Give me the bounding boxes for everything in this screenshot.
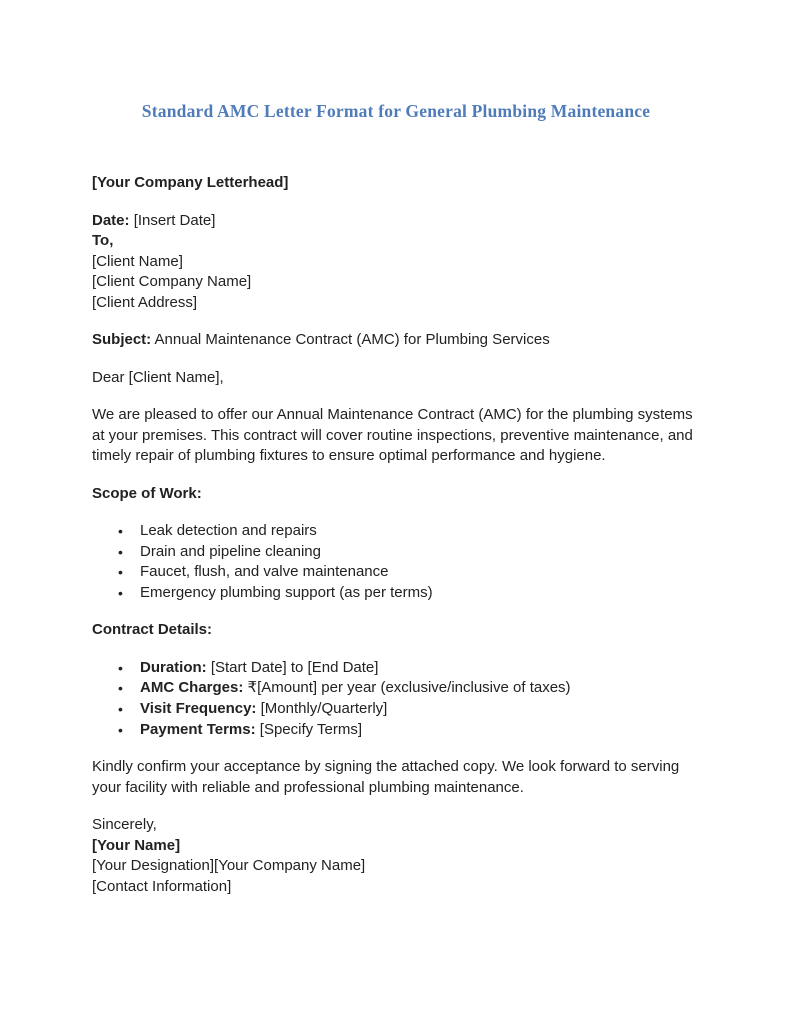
- client-name-line: [Client Name]: [92, 252, 183, 270]
- salutation: Dear [Client Name],: [92, 368, 224, 386]
- recipient-block: [92, 211, 700, 314]
- subject-label: Subject:: [92, 331, 152, 348]
- list-item: [118, 658, 700, 679]
- list-item: • Faucet, flush, and valve maintenance: [118, 562, 700, 583]
- contract-item-value: [Specify Terms]: [259, 720, 363, 738]
- client-address-line: [Client Address]: [92, 293, 198, 311]
- subject-line: [92, 330, 700, 351]
- contract-details-list: [92, 658, 700, 740]
- scope-of-work-list: [92, 521, 700, 603]
- intro-paragraph: We are pleased to offer our Annual Maintenance Contract (AMC) for the plumbing systems at your premises. This contract will cover routine inspections, preventive maintenance, and timely repair of plumbing fixtures to ensure optimal performance and hygiene.: [92, 406, 693, 464]
- client-company-line: [Client Company Name]: [92, 273, 252, 290]
- subject-value: Annual Maintenance Contract (AMC) for Plumbing Services: [154, 331, 550, 348]
- contract-item-value: [Start Date] to [End Date]: [210, 658, 379, 676]
- signature-name: [Your Name]: [92, 836, 181, 854]
- contract-item-value: [Monthly/Quarterly]: [260, 700, 388, 718]
- list-item: [118, 678, 700, 699]
- contract-item-label: Payment Terms:: [140, 720, 256, 738]
- list-item: [118, 720, 700, 741]
- date-line: [92, 211, 700, 232]
- signature-block: [92, 815, 700, 897]
- list-item: [118, 699, 700, 720]
- contract-item-label: AMC Charges:: [140, 679, 244, 697]
- date-label: Date:: [92, 211, 130, 229]
- to-label: To,: [92, 232, 114, 249]
- closing-paragraph: Kindly confirm your acceptance by signing the attached copy. We look forward to serving your facility with reliable and professional plumbing maintenance.: [92, 758, 680, 796]
- scope-of-work-heading: Scope of Work:: [92, 484, 202, 502]
- date-value: [Insert Date]: [133, 211, 216, 229]
- list-item: • Emergency plumbing support (as per terms): [118, 583, 700, 604]
- signature-designation-company: [Your Designation][Your Company Name]: [92, 857, 366, 875]
- signature-contact: [Contact Information]: [92, 877, 232, 895]
- contract-item-label: Duration:: [140, 658, 207, 676]
- contract-item-label: Visit Frequency:: [140, 700, 257, 718]
- list-item: • Drain and pipeline cleaning: [118, 542, 700, 563]
- list-item: • Leak detection and repairs: [118, 521, 700, 542]
- signoff: Sincerely,: [92, 816, 157, 834]
- contract-details-heading: Contract Details:: [92, 621, 213, 639]
- page-title: Standard AMC Letter Format for General Plumbing Maintenance: [141, 101, 651, 121]
- company-letterhead-placeholder: [Your Company Letterhead]: [92, 174, 289, 191]
- contract-item-value: ₹[Amount] per year (exclusive/inclusive of taxes): [247, 679, 571, 697]
